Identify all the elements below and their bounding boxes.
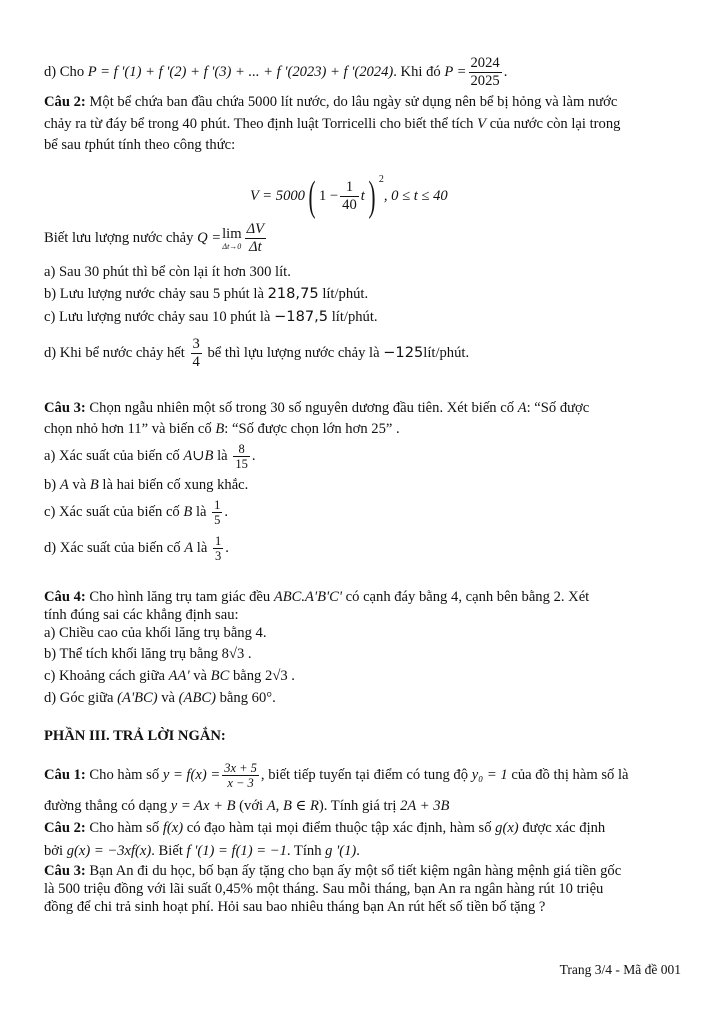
cau3-line2: chọn nhỏ hơn 11” và biến cố B: “Số được chọn lớn hơn 25” . [44, 421, 400, 437]
fraction: $\frac{2024}{2025}$ [470, 55, 500, 89]
cau2-option-c: c) Lưu lượng nước chảy sau 10 phút là −187,5 lít/phút. [44, 308, 378, 325]
cau2-option-a: a) Sau 30 phút thì bể còn lại ít hơn 300 lít. [44, 264, 291, 280]
cau2-option-b: b) Lưu lượng nước chảy sau 5 phút là 218,75 lít/phút. [44, 285, 369, 302]
cau4-option-a: a) Chiều cao của khối lăng trụ bằng 4. [44, 625, 267, 641]
cau3-option-d: d) Xác suất của biến cố A là $\frac{1}{3}$ . [44, 534, 229, 564]
cau4-option-d: d) Góc giữa (A'BC) và (ABC) bằng 60°. [44, 690, 276, 706]
cau3-option-b: b) A và B là hai biến cố xung khắc. [44, 477, 249, 493]
section-title: PHẦN III. TRẢ LỜI NGẮN: [44, 728, 226, 744]
sum-expression: P = f '(1) + f '(2) + f '(3) + ... + f '(2023) + f '(2024) [87, 63, 394, 80]
q1-option-d: d) Cho P = f '(1) + f '(2) + f '(3) + ... + f '(2023) + f '(2024). Khi đó P = $\frac{2024}{2025}$ . [44, 55, 508, 89]
limit: lim Δt→0 [222, 226, 242, 252]
cau4-option-c: c) Khoảng cách giữa AA' và BC bằng 2√3 . [44, 668, 295, 684]
volume-formula: V = 5000( 1 − $\frac{1}{40}$ t) $^2$, 0 ≤ t ≤ 40 [250, 173, 448, 220]
cau4-option-b: b) Thể tích khối lăng trụ bằng 8√3 . [44, 646, 252, 662]
short-q3-line1: Câu 3: Bạn An đi du học, bố bạn ấy tặng cho bạn ấy một sổ tiết kiệm ngân hàng mệnh giá tiền gốc [44, 863, 622, 879]
cau2-line1: Câu 2: Một bể chứa ban đầu chứa 5000 lít nước, do lâu ngày sử dụng nên bể bị hỏng và làm nước [44, 94, 618, 110]
cau3-line1: Câu 3: Chọn ngẫu nhiên một số trong 30 số nguyên dương đầu tiên. Xét biến cố A: “Số được [44, 400, 590, 416]
short-q3-line2: là 500 triệu đồng với lãi suất 0,45% một tháng. Sau mỗi tháng, bạn An ra ngân hàng rút 10 triệu [44, 881, 604, 897]
short-q2-line1: Câu 2: Cho hàm số f(x) có đạo hàm tại mọi điểm thuộc tập xác định, hàm số g(x) được xác định [44, 820, 606, 836]
short-q1-line2: đường thẳng có dạng y = Ax + B (với A, B ∈ R). Tính giá trị 2A + 3B [44, 798, 450, 814]
flow-definition: Biết lưu lượng nước chảy Q = lim Δt→0 $\frac{\Delta V}{\Delta t}$ [44, 221, 265, 256]
cau3-option-c: c) Xác suất của biến cố B là $\frac{1}{5}$ . [44, 498, 229, 528]
page-footer: Trang 3/4 - Mã đề 001 [559, 962, 681, 977]
cau4-line2: tính đúng sai các khẳng định sau: [44, 607, 239, 623]
short-q3-line3: đồng để chi trả sinh hoạt phí. Hỏi sau bao nhiêu tháng bạn An rút hết số tiền bố tặng ? [44, 899, 546, 915]
cau2-line3: bể sau tphút tính theo công thức: [44, 137, 236, 153]
cau2-option-d: d) Khi bể nước chảy hết $\frac{3}{4}$ bể thì lựu lượng nước chảy là −125lít/phút. [44, 336, 470, 371]
short-q1-line1: Câu 1: Cho hàm số y = f(x) = $\frac{3x + 5}{x - 3}$ , biết tiếp tuyến tại điểm có tung độ y₀ = 1 của đồ thị hàm số là [44, 761, 629, 791]
cau4-line1: Câu 4: Cho hình lăng trụ tam giác đều ABC.A'B'C' có cạnh đáy bằng 4, cạnh bên bằng 2. Xét [44, 589, 590, 605]
cau3-option-a: a) Xác suất của biến cố A∪B là $\frac{8}{15}$ . [44, 442, 256, 472]
cau2-line2: chảy ra từ đáy bể trong 40 phút. Theo định luật Torricelli cho biết thể tích V của nước còn lại trong [44, 116, 621, 132]
short-q2-line2: bởi g(x) = −3xf(x). Biết f '(1) = f(1) = −1. Tính g '(1). [44, 843, 360, 859]
question-title: Câu 2: [44, 94, 86, 110]
